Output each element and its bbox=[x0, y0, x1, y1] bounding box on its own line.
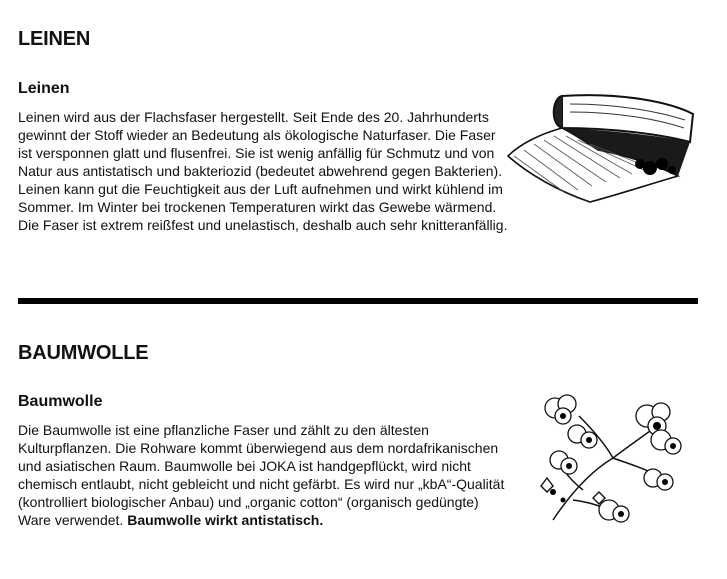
body-text-baumwolle bbox=[18, 421, 508, 529]
subheading-baumwolle: Baumwolle bbox=[18, 393, 103, 410]
section-divider bbox=[18, 298, 698, 304]
section-heading-leinen: LEINEN bbox=[18, 28, 91, 50]
body-text-baumwolle-regular: Die Baumwolle ist eine pflanzliche Faser und zählt zu den ältesten Kulturpflanzen. Die Rohware kommt überwiegend aus dem nordafrikanischen und asiatischen Raum. Baumwolle bei JOKA ist handgepflückt, wird nicht chemisch entlaubt, nicht gebleicht und nicht gefärbt. Es wird nur „kbA“-Qualität (kontrolliert biologischer Anbau) und „organic cotton“ (organisch gedüngte) Ware verwendet. bbox=[18, 422, 505, 528]
section-heading-baumwolle: BAUMWOLLE bbox=[18, 342, 149, 364]
fabric-roll-icon bbox=[500, 84, 705, 214]
body-text-baumwolle-bold: Baumwolle wirkt antistatisch. bbox=[127, 512, 324, 528]
body-text-leinen: Leinen wird aus der Flachsfaser hergestellt. Seit Ende des 20. Jahrhunderts gewinnt der Stoff wieder an Bedeutung als ökologische Naturfaser. Die Faser ist versponnen glatt und flusenfrei. Sie ist wenig anfällig für Schmutz und von Natur aus antistatisch und bakteriozid (bedeutet abwehrend gegen Bakterien). Leinen kann gut die Feuchtigkeit aus der Luft aufnehmen und wirkt kühlend im Sommer. Im Winter bei trockenen Temperaturen wirkt das Gewebe wärmend. Die Faser ist extrem reißfest und unelastisch, deshalb auch sehr knitteranfällig. bbox=[18, 109, 508, 233]
subheading-leinen: Leinen bbox=[18, 80, 70, 97]
cotton-plant-icon bbox=[533, 390, 693, 530]
